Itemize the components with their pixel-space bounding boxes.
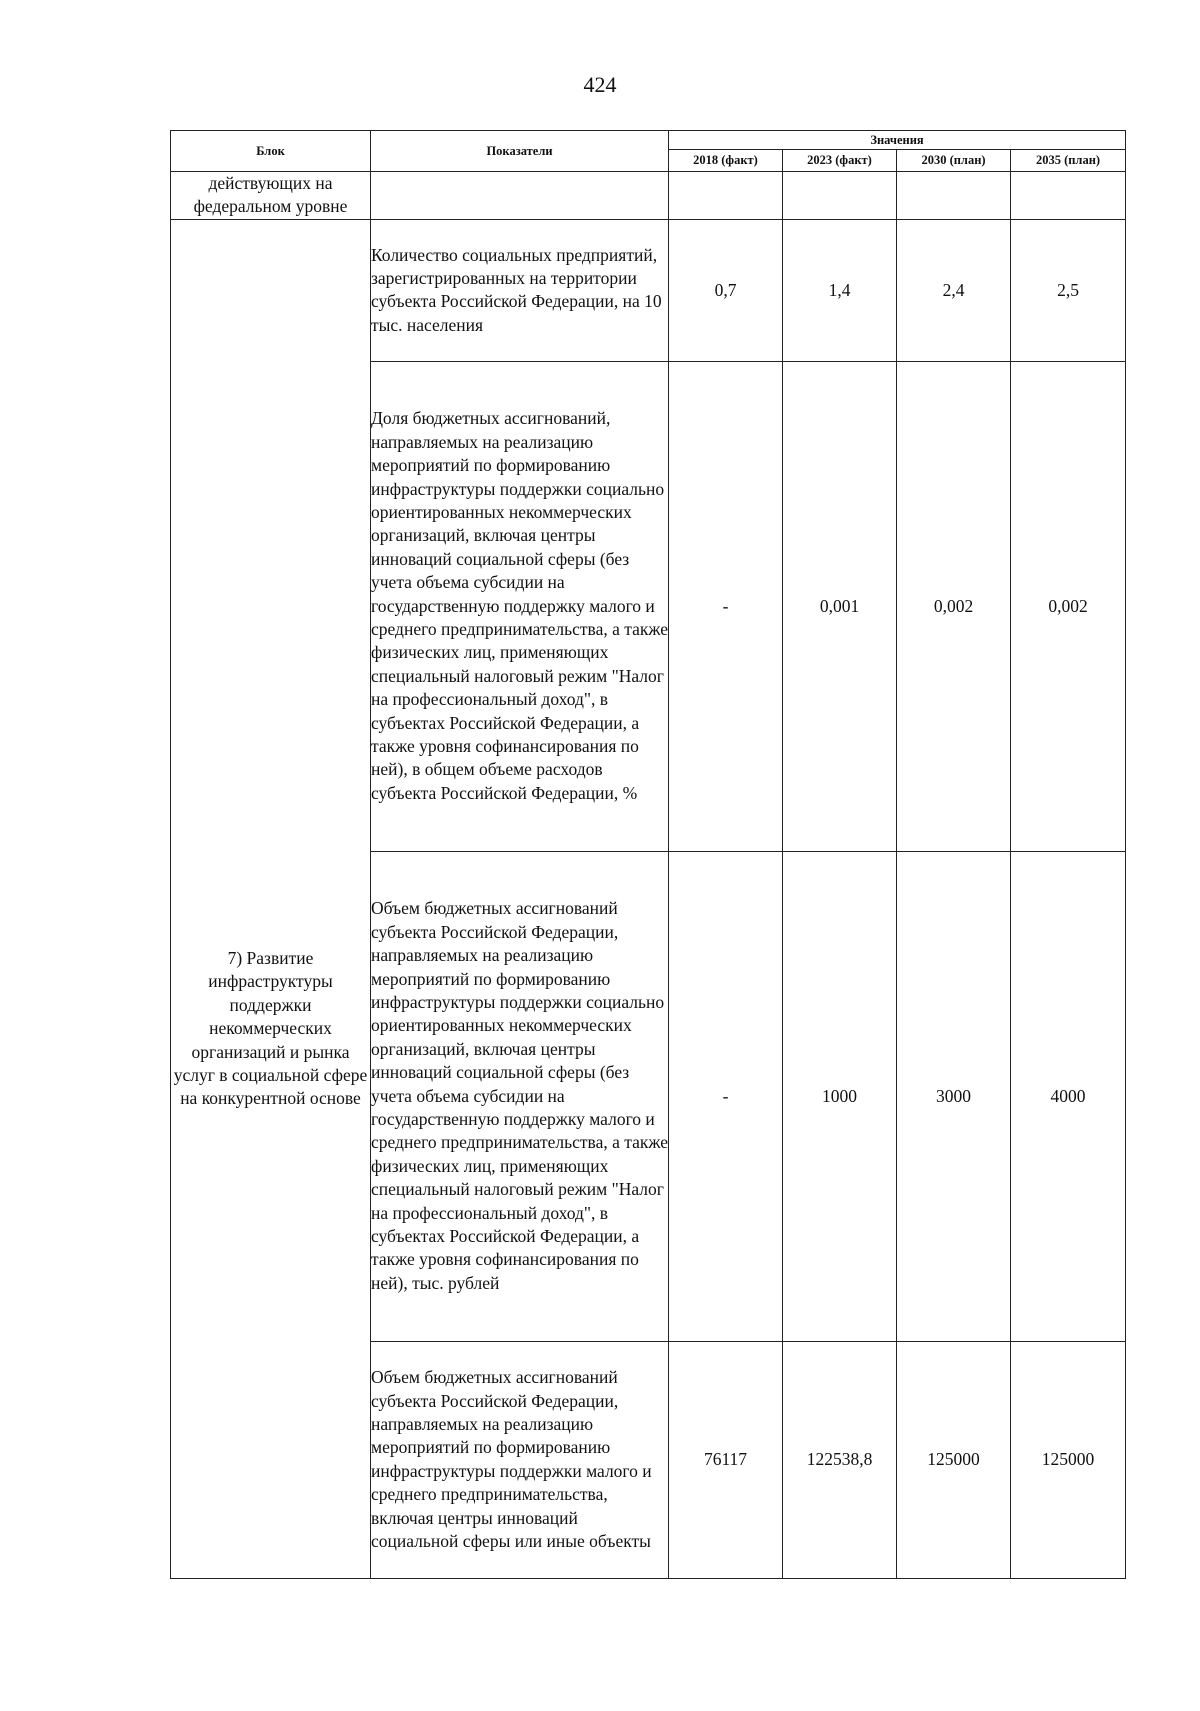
value-2030: 125000 — [897, 1341, 1011, 1578]
header-year-2023: 2023 (факт) — [783, 150, 897, 172]
indicator-text: Объем бюджетных ассигнований субъекта Российской Федерации, направляемых на реализацию мероприятий по формированию инфраструктуры поддержки малого и среднего предпринимательства, включая центры инноваций социальной сферы или иные объекты — [371, 1341, 669, 1578]
value-2035: 125000 — [1011, 1341, 1126, 1578]
indicator-text: Количество социальных предприятий, зарегистрированных на территории субъекта Российской Федерации, на 10 тыс. населения — [371, 219, 669, 361]
header-year-2018: 2018 (факт) — [669, 150, 783, 172]
page-number: 424 — [583, 72, 617, 97]
table-row — [171, 219, 1126, 361]
indicator-text: Доля бюджетных ассигнований, направляемых на реализацию мероприятий по формированию инфраструктуры поддержки социально ориентированных некоммерческих организаций, включая центры инноваций социальной сферы (без учета объема субсидии на государственную поддержку малого и среднего предпринимательства, а также физических лиц, применяющих специальный налоговый режим "Налог на профессиональный доход", в субъектах Российской Федерации, а также уровня софинансирования по ней), в общем объеме расходов субъекта Российской Федерации, % — [371, 361, 669, 851]
value-2035: 0,002 — [1011, 361, 1126, 851]
value-2018: - — [669, 361, 783, 851]
value-2023: 1,4 — [783, 219, 897, 361]
value-2018: 76117 — [669, 1341, 783, 1578]
table-row — [171, 172, 1126, 220]
header-block: Блок — [171, 131, 371, 172]
value-2035: 4000 — [1011, 851, 1126, 1341]
value-2023: 1000 — [783, 851, 897, 1341]
block-group-label: 7) Развитие инфраструктуры поддержки некоммерческих организаций и рынка услуг в социальной сфере на конкурентной основе — [171, 219, 371, 1578]
indicator-text: Объем бюджетных ассигнований субъекта Российской Федерации, направляемых на реализацию мероприятий по формированию инфраструктуры поддержки социально ориентированных некоммерческих организаций, включая центры инноваций социальной сферы (без учета объема субсидии на государственную поддержку малого и среднего предпринимательства, а также физических лиц, применяющих специальный налоговый режим "Налог на профессиональный доход", в субъектах Российской Федерации, а также уровня софинансирования по ней), тыс. рублей — [371, 851, 669, 1341]
header-values: Значения — [669, 131, 1126, 150]
value-2035: 2,5 — [1011, 219, 1126, 361]
value-2018: - — [669, 851, 783, 1341]
value-2030: 0,002 — [897, 361, 1011, 851]
block-continuation: действующих на федеральном уровне — [171, 172, 371, 220]
value-2023: 0,001 — [783, 361, 897, 851]
value-2030: 2,4 — [897, 219, 1011, 361]
value-2023: 122538,8 — [783, 1341, 897, 1578]
indicators-table — [170, 130, 1126, 1579]
header-year-2030: 2030 (план) — [897, 150, 1011, 172]
header-year-2035: 2035 (план) — [1011, 150, 1126, 172]
value-2018: 0,7 — [669, 219, 783, 361]
value-2030: 3000 — [897, 851, 1011, 1341]
header-indicators: Показатели — [371, 131, 669, 172]
